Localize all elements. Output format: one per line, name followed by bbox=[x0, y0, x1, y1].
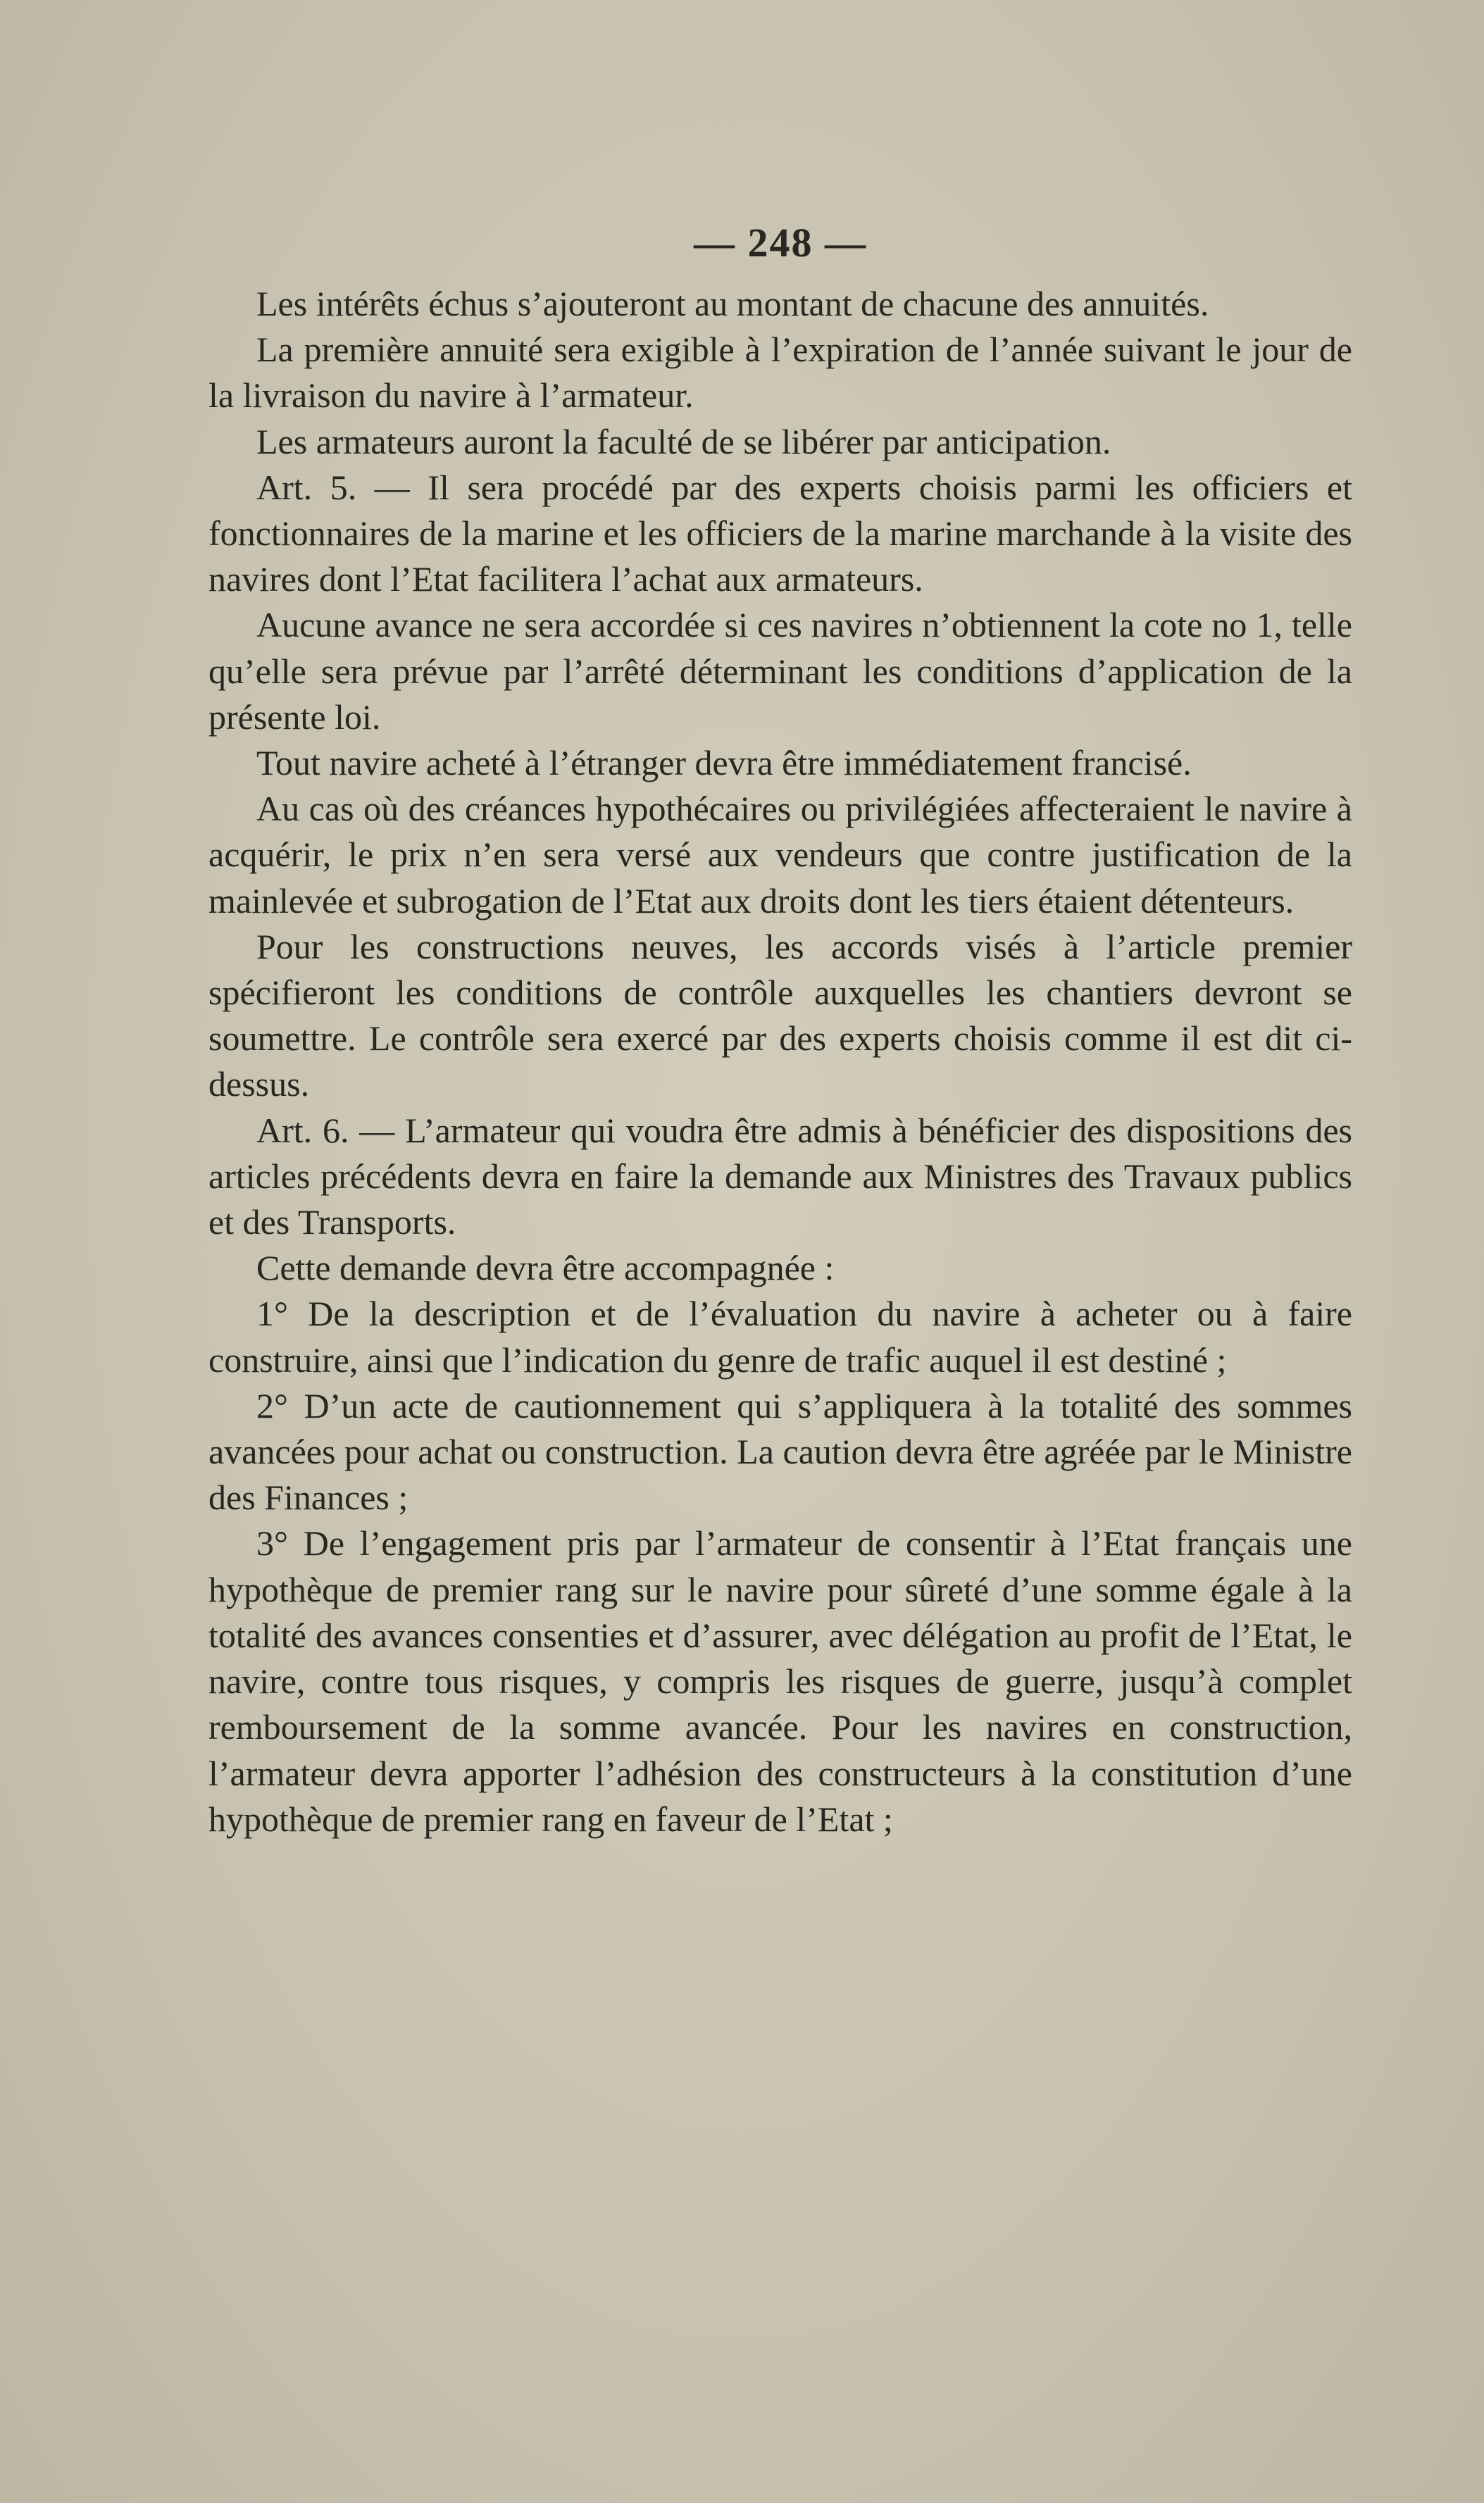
paragraph-first-annuity: La première annuité sera exigible à l’expiration de l’année suivant le jour de la livraison du navire à l’armateur. bbox=[208, 330, 1352, 416]
paragraph-item-2: 2° D’un acte de cautionnement qui s’appliquera à la totalité des sommes avancées pour achat ou construction. La caution devra être agréée par le Ministre des Finances ; bbox=[208, 1385, 1352, 1518]
paragraph-article-5: Art. 5. — Il sera procédé par des experts choisis parmi les officiers et fonctionnaires de la marine et les officiers de la marine marchande à la visite des navires dont l’Etat facilitera l’achat aux armateurs. bbox=[208, 467, 1352, 599]
paragraph-francise: Tout navire acheté à l’étranger devra être immédiatement francisé. bbox=[256, 743, 1192, 783]
paragraph-interest: Les intérêts échus s’ajouteront au montant de chacune des annuités. bbox=[256, 284, 1209, 323]
paragraph-creances: Au cas où des créances hypothécaires ou privilégiées affecteraient le navire à acquérir, le prix n’en sera versé aux vendeurs que contre justification de la mainlevée et subrogation de l’Etat aux droits dont les tiers étaient détenteurs. bbox=[208, 789, 1352, 920]
paragraph-demande: Cette demande devra être accompagnée : bbox=[256, 1248, 835, 1288]
paragraph-item-3: 3° De l’engagement pris par l’armateur de consentir à l’Etat français une hypothèque de premier rang sur le navire pour sûreté d’une somme égale à la totalité des avances consenties et d’assurer, avec délégation au profit de l’Etat, le navire, contre tous risques, y compris les risques de guerre, jusqu’à complet remboursement de la somme avancée. Pour les navires en construction, l’armateur devra apporter l’adhésion des constructeurs à la constitution d’une hypothèque de premier rang en faveur de l’Etat ; bbox=[208, 1523, 1352, 1839]
paragraph-no-advance: Aucune avance ne sera accordée si ces navires n’obtiennent la cote no 1, telle qu’elle sera prévue par l’arrêté déterminant les conditions d’application de la présente loi. bbox=[208, 605, 1352, 737]
page-number: — 248 — bbox=[694, 220, 867, 266]
paragraph-constructions: Pour les constructions neuves, les accords visés à l’article premier spécifieront les conditions de contrôle auxquelles les chantiers devront se soumettre. Le contrôle sera exercé par des experts choisis comme il est dit ci-dessus. bbox=[208, 926, 1352, 1104]
paragraph-item-1: 1° De la description et de l’évaluation du navire à acheter ou à faire construire, ainsi que l’indication du genre de trafic auquel il est destiné ; bbox=[208, 1294, 1352, 1380]
paragraph-article-6: Art. 6. — L’armateur qui voudra être admis à bénéficier des dispositions des articles précédents devra en faire la demande aux Ministres des Travaux publics et des Transports. bbox=[208, 1110, 1352, 1242]
paragraph-anticipation: Les armateurs auront la faculté de se libérer par anticipation. bbox=[256, 421, 1111, 461]
book-page bbox=[208, 215, 1352, 1842]
